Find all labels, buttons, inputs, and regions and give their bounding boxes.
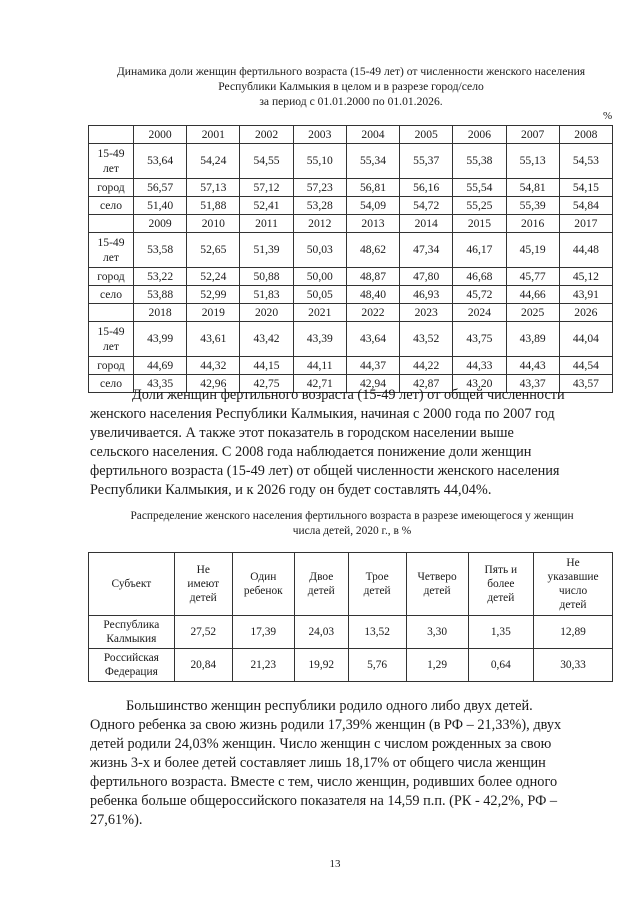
value-cell: 48,40 <box>346 286 399 304</box>
value-cell: 57,23 <box>293 179 346 197</box>
column-header-line: детей <box>189 592 217 604</box>
value-cell: 55,25 <box>453 197 506 215</box>
year-cell: 2015 <box>453 215 506 233</box>
column-header <box>534 553 613 616</box>
value-cell: 56,81 <box>346 179 399 197</box>
corner-cell <box>89 304 134 322</box>
column-header-line: число <box>558 585 588 597</box>
value-cell: 43,20 <box>453 375 506 393</box>
table2-title-line: числа детей, 2020 г., в % <box>292 525 412 537</box>
table-row <box>89 286 613 304</box>
column-header-line: указавшие <box>547 571 599 583</box>
table2-title-line: Распределение женского населения фертильного возраста в разрезе имеющегося у женщин <box>130 510 574 522</box>
year-header-row <box>89 215 613 233</box>
row-label: город <box>89 268 134 286</box>
value-cell: 43,75 <box>453 322 506 357</box>
year-cell: 2021 <box>293 304 346 322</box>
value-cell: 47,80 <box>400 268 453 286</box>
value-cell: 45,77 <box>506 268 559 286</box>
value-cell: 42,75 <box>240 375 293 393</box>
paragraph-line: Одного ребенка за свою жизнь родили 17,39% женщин (в РФ – 21,33%), двух <box>90 717 562 733</box>
value-cell: 5,76 <box>348 649 406 682</box>
paragraph-fertile-share <box>90 386 612 500</box>
value-cell: 44,32 <box>187 357 240 375</box>
value-cell: 42,87 <box>400 375 453 393</box>
value-cell: 45,72 <box>453 286 506 304</box>
subject-line: Российская <box>103 652 159 664</box>
children-distribution-table <box>88 552 613 682</box>
row-label: 15-49 лет <box>89 322 134 357</box>
value-cell: 51,39 <box>240 233 293 268</box>
table-row <box>89 268 613 286</box>
value-cell: 54,53 <box>559 144 612 179</box>
value-cell: 54,55 <box>240 144 293 179</box>
value-cell: 43,99 <box>134 322 187 357</box>
value-cell: 45,19 <box>506 233 559 268</box>
table-row <box>89 616 613 649</box>
value-cell: 24,03 <box>294 616 348 649</box>
paragraph-line: 27,61%). <box>90 812 143 828</box>
value-cell: 30,33 <box>534 649 613 682</box>
column-header-line: Четверо <box>417 571 457 583</box>
column-header-line: Один <box>250 571 277 583</box>
value-cell: 42,71 <box>293 375 346 393</box>
value-cell: 1,35 <box>468 616 533 649</box>
value-cell: 44,33 <box>453 357 506 375</box>
table-row <box>89 649 613 682</box>
table-row <box>89 357 613 375</box>
value-cell: 56,16 <box>400 179 453 197</box>
column-header-line: детей <box>307 585 335 597</box>
value-cell: 51,40 <box>134 197 187 215</box>
corner-cell <box>89 215 134 233</box>
table-row <box>89 144 613 179</box>
value-cell: 55,10 <box>293 144 346 179</box>
value-cell: 52,99 <box>187 286 240 304</box>
value-cell: 42,94 <box>346 375 399 393</box>
value-cell: 53,64 <box>134 144 187 179</box>
year-cell: 2022 <box>346 304 399 322</box>
value-cell: 17,39 <box>232 616 294 649</box>
year-cell: 2002 <box>240 126 293 144</box>
table1-title-line: Динамика доли женщин фертильного возраста (15-49 лет) от численности женского населения <box>116 65 586 78</box>
value-cell: 57,12 <box>240 179 293 197</box>
value-cell: 55,54 <box>453 179 506 197</box>
value-cell: 43,89 <box>506 322 559 357</box>
value-cell: 55,37 <box>400 144 453 179</box>
year-cell: 2006 <box>453 126 506 144</box>
column-header-line: более <box>487 578 515 590</box>
value-cell: 44,66 <box>506 286 559 304</box>
subject-line: Республика <box>103 619 160 631</box>
value-cell: 20,84 <box>174 649 232 682</box>
year-cell: 2012 <box>293 215 346 233</box>
value-cell: 53,58 <box>134 233 187 268</box>
fertile-share-table <box>88 125 613 393</box>
year-cell: 2014 <box>400 215 453 233</box>
value-cell: 50,03 <box>293 233 346 268</box>
subject-line: Федерация <box>104 666 158 678</box>
value-cell: 53,88 <box>134 286 187 304</box>
table1-title-line: за период с 01.01.2000 по 01.01.2026. <box>259 95 443 108</box>
value-cell: 44,15 <box>240 357 293 375</box>
row-label: село <box>89 286 134 304</box>
table2-title <box>88 509 616 539</box>
column-header-line: имеют <box>187 578 220 590</box>
value-cell: 44,43 <box>506 357 559 375</box>
column-header-line: ребенок <box>243 585 283 597</box>
value-cell: 43,57 <box>559 375 612 393</box>
value-cell: 46,17 <box>453 233 506 268</box>
value-cell: 47,34 <box>400 233 453 268</box>
column-header <box>232 553 294 616</box>
value-cell: 55,13 <box>506 144 559 179</box>
value-cell: 52,41 <box>240 197 293 215</box>
year-cell: 2024 <box>453 304 506 322</box>
column-header-line: детей <box>487 592 515 604</box>
value-cell: 54,84 <box>559 197 612 215</box>
value-cell: 50,00 <box>293 268 346 286</box>
value-cell: 55,34 <box>346 144 399 179</box>
year-cell: 2026 <box>559 304 612 322</box>
value-cell: 43,61 <box>187 322 240 357</box>
paragraph-line: женского населения Республики Калмыкия, начиная с 2000 года по 2007 год <box>90 406 555 422</box>
year-cell: 2013 <box>346 215 399 233</box>
row-label: город <box>89 179 134 197</box>
year-cell: 2008 <box>559 126 612 144</box>
column-header-line: Не <box>566 557 580 569</box>
value-cell: 44,54 <box>559 357 612 375</box>
value-cell: 44,37 <box>346 357 399 375</box>
year-cell: 2004 <box>346 126 399 144</box>
value-cell: 13,52 <box>348 616 406 649</box>
paragraph-line: ребенка больше общероссийского показателя на 14,59 п.п. (РК - 42,2%, РФ – <box>90 793 558 809</box>
value-cell: 51,83 <box>240 286 293 304</box>
value-cell: 43,52 <box>400 322 453 357</box>
year-cell: 2025 <box>506 304 559 322</box>
column-header <box>468 553 533 616</box>
year-cell: 2000 <box>134 126 187 144</box>
value-cell: 57,13 <box>187 179 240 197</box>
paragraph-line: Доли женщин фертильного возраста (15-49 лет) от общей численности <box>132 387 565 403</box>
year-cell: 2020 <box>240 304 293 322</box>
year-cell: 2019 <box>187 304 240 322</box>
year-cell: 2017 <box>559 215 612 233</box>
year-cell: 2001 <box>187 126 240 144</box>
column-header <box>348 553 406 616</box>
value-cell: 54,15 <box>559 179 612 197</box>
subject-cell <box>89 649 175 682</box>
value-cell: 3,30 <box>406 616 468 649</box>
value-cell: 43,91 <box>559 286 612 304</box>
column-header-line: детей <box>363 585 391 597</box>
value-cell: 46,93 <box>400 286 453 304</box>
value-cell: 51,88 <box>187 197 240 215</box>
value-cell: 46,68 <box>453 268 506 286</box>
column-header <box>174 553 232 616</box>
row-label: город <box>89 357 134 375</box>
year-header-row <box>89 126 613 144</box>
header-row <box>89 553 613 616</box>
year-cell: 2003 <box>293 126 346 144</box>
value-cell: 43,37 <box>506 375 559 393</box>
column-header-line: детей <box>559 599 587 611</box>
row-label: село <box>89 197 134 215</box>
value-cell: 50,05 <box>293 286 346 304</box>
value-cell: 52,24 <box>187 268 240 286</box>
column-header-line: Субъект <box>111 578 152 590</box>
year-cell: 2018 <box>134 304 187 322</box>
table-row <box>89 197 613 215</box>
value-cell: 12,89 <box>534 616 613 649</box>
column-header-line: Трое <box>365 571 389 583</box>
column-header-line: Двое <box>309 571 334 583</box>
column-header-line: Не <box>196 564 210 576</box>
table1-unit: % <box>603 110 613 122</box>
subject-cell <box>89 616 175 649</box>
column-header <box>89 553 175 616</box>
year-cell: 2007 <box>506 126 559 144</box>
paragraph-line: Большинство женщин республики родило одного либо двух детей. <box>126 698 533 714</box>
paragraph-line: сельского населения. С 2008 года наблюдается понижение доли женщин <box>90 444 532 460</box>
value-cell: 54,81 <box>506 179 559 197</box>
value-cell: 43,42 <box>240 322 293 357</box>
paragraph-line: Республики Калмыкия, и к 2026 году он будет составлять 44,04%. <box>90 482 492 498</box>
table-row <box>89 322 613 357</box>
value-cell: 44,69 <box>134 357 187 375</box>
value-cell: 43,39 <box>293 322 346 357</box>
corner-cell <box>89 126 134 144</box>
table1-title <box>86 64 616 109</box>
row-label: село <box>89 375 134 393</box>
paragraph-line: увеличивается. А также этот показатель в городском населении выше <box>90 425 514 441</box>
paragraph-line: фертильного возраста (15-49 лет) от общей численности женского населения <box>90 463 560 479</box>
value-cell: 44,22 <box>400 357 453 375</box>
value-cell: 55,38 <box>453 144 506 179</box>
value-cell: 0,64 <box>468 649 533 682</box>
value-cell: 44,48 <box>559 233 612 268</box>
year-cell: 2005 <box>400 126 453 144</box>
value-cell: 55,39 <box>506 197 559 215</box>
value-cell: 45,12 <box>559 268 612 286</box>
paragraph-children <box>90 697 612 830</box>
value-cell: 44,04 <box>559 322 612 357</box>
subject-line: Калмыкия <box>106 633 157 645</box>
value-cell: 48,87 <box>346 268 399 286</box>
year-cell: 2016 <box>506 215 559 233</box>
value-cell: 1,29 <box>406 649 468 682</box>
table-row <box>89 233 613 268</box>
value-cell: 54,24 <box>187 144 240 179</box>
value-cell: 56,57 <box>134 179 187 197</box>
value-cell: 53,28 <box>293 197 346 215</box>
row-label: 15-49 лет <box>89 233 134 268</box>
column-header <box>406 553 468 616</box>
paragraph-line: жизнь 3-х и более детей составляет лишь 18,17% от общего числа женщин <box>90 755 546 771</box>
row-label: 15-49 лет <box>89 144 134 179</box>
value-cell: 43,35 <box>134 375 187 393</box>
paragraph-line: фертильного возраста. Вместе с тем, число женщин, родивших более одного <box>90 774 558 790</box>
paragraph-line: детей родили 24,03% женщин. Число женщин с числом рожденных за свою <box>90 736 552 752</box>
column-header-line: Пять и <box>484 564 518 576</box>
value-cell: 21,23 <box>232 649 294 682</box>
value-cell: 43,64 <box>346 322 399 357</box>
column-header <box>294 553 348 616</box>
value-cell: 19,92 <box>294 649 348 682</box>
year-cell: 2011 <box>240 215 293 233</box>
value-cell: 27,52 <box>174 616 232 649</box>
value-cell: 42,96 <box>187 375 240 393</box>
year-header-row <box>89 304 613 322</box>
column-header-line: детей <box>423 585 451 597</box>
value-cell: 54,72 <box>400 197 453 215</box>
year-cell: 2023 <box>400 304 453 322</box>
year-cell: 2009 <box>134 215 187 233</box>
value-cell: 48,62 <box>346 233 399 268</box>
page-number: 13 <box>329 858 341 870</box>
value-cell: 52,65 <box>187 233 240 268</box>
value-cell: 53,22 <box>134 268 187 286</box>
value-cell: 44,11 <box>293 357 346 375</box>
year-cell: 2010 <box>187 215 240 233</box>
table1-title-line: Республики Калмыкия в целом и в разрезе город/село <box>218 80 484 93</box>
value-cell: 50,88 <box>240 268 293 286</box>
table-row <box>89 179 613 197</box>
value-cell: 54,09 <box>346 197 399 215</box>
